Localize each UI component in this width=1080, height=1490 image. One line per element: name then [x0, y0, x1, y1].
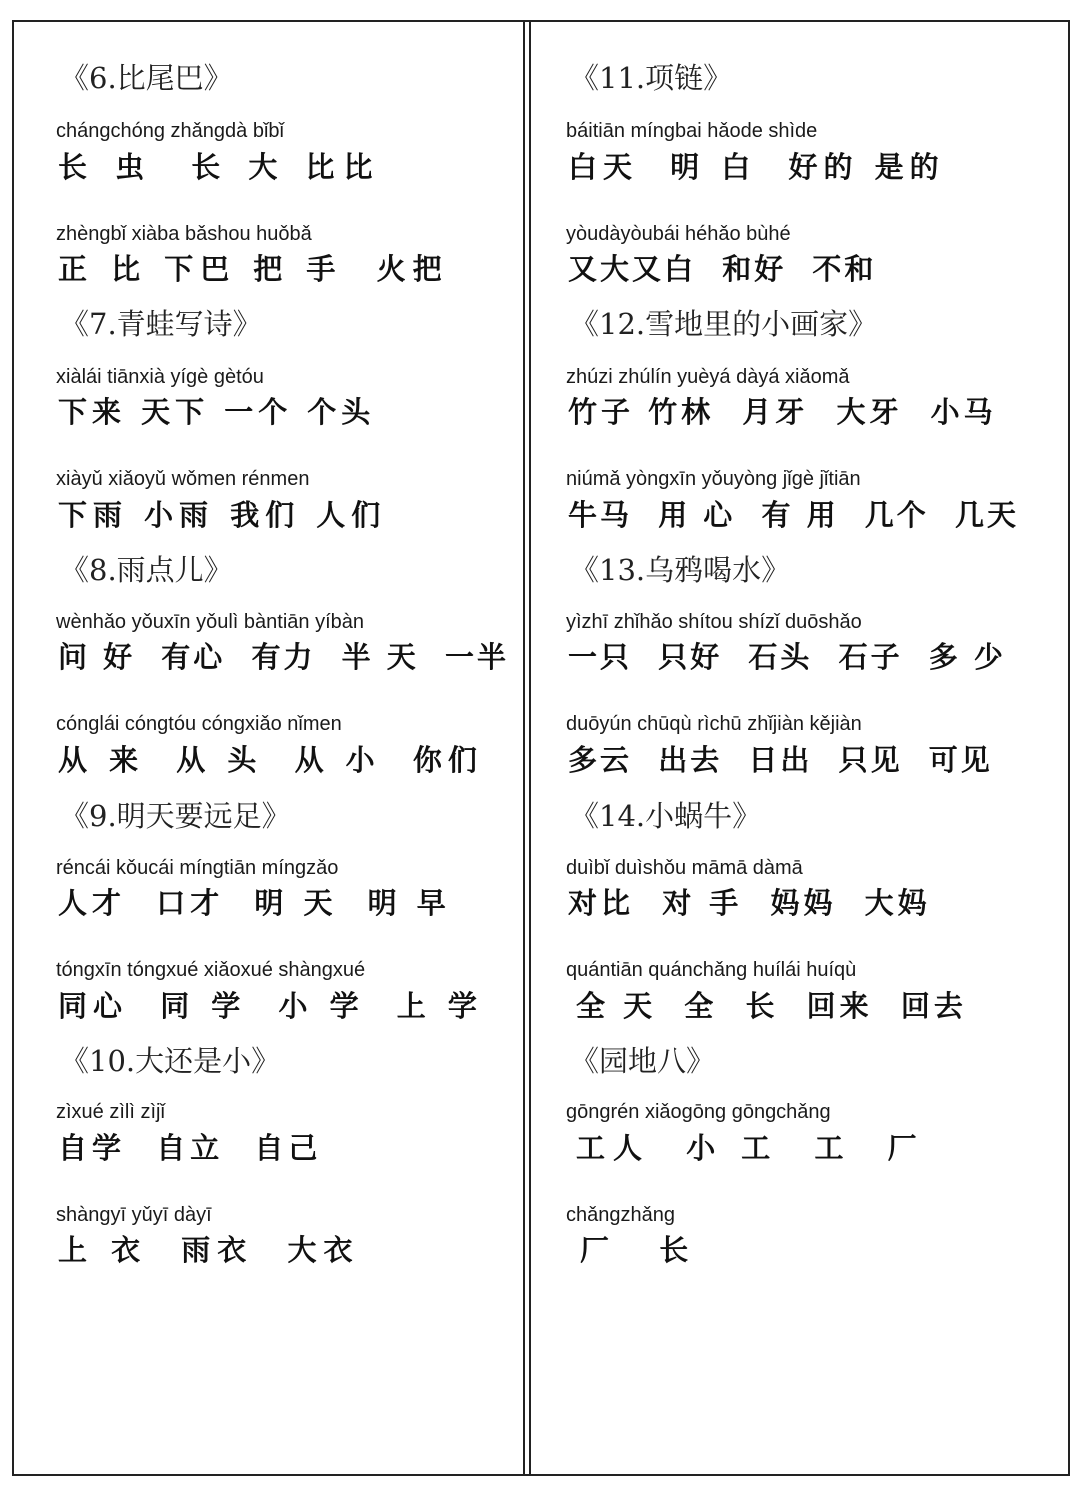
column-divider — [523, 20, 531, 1476]
hanzi-row: 竹子 竹林 月牙 大牙 小马 — [568, 395, 997, 429]
lesson-title: 《6.比尾巴》 — [60, 61, 233, 95]
pinyin-row: chángchóng zhǎngdà bǐbǐ — [56, 120, 284, 142]
hanzi-row: 问 好 有心 有力 半 天 一半 — [58, 640, 509, 674]
lesson-title: 《14.小蜗牛》 — [570, 799, 762, 833]
lesson-title: 《园地八》 — [570, 1044, 716, 1078]
hanzi-row: 一只 只好 石头 石子 多 少 — [568, 640, 1006, 674]
pinyin-row: duìbǐ duìshǒu māmā dàmā — [566, 857, 803, 879]
pinyin-row: xiàlái tiānxià yígè gètóu — [56, 366, 264, 388]
hanzi-row: 厂 长 — [580, 1233, 699, 1267]
hanzi-row: 牛马 用 心 有 用 几个 几天 — [568, 498, 1019, 532]
pinyin-row: xiàyǔ xiǎoyǔ wǒmen rénmen — [56, 468, 310, 490]
pinyin-row: zìxué zìlì zìjǐ — [56, 1101, 165, 1123]
hanzi-row: 下雨 小雨 我们 人们 — [58, 498, 387, 532]
lesson-title: 《8.雨点儿》 — [60, 553, 233, 587]
lesson-title: 《11.项链》 — [570, 61, 733, 95]
lesson-title: 《9.明天要远足》 — [60, 799, 291, 833]
hanzi-row: 从 来 从 头 从 小 你们 — [58, 743, 483, 777]
lesson-title: 《12.雪地里的小画家》 — [570, 307, 878, 341]
pinyin-row: yìzhī zhǐhǎo shítou shízǐ duōshǎo — [566, 611, 862, 633]
pinyin-row: báitiān míngbai hǎode shìde — [566, 120, 818, 142]
pinyin-row: quántiān quánchǎng huílái huíqù — [566, 959, 857, 981]
hanzi-row: 全 天 全 长 回来 回去 — [576, 989, 967, 1023]
pinyin-row: réncái kǒucái míngtiān míngzǎo — [56, 857, 339, 879]
pinyin-row: chǎngzhǎng — [566, 1204, 675, 1226]
lesson-title: 《13.乌鸦喝水》 — [570, 553, 791, 587]
hanzi-row: 人才 口才 明 天 明 早 — [58, 886, 451, 920]
pinyin-row: niúmǎ yòngxīn yǒuyòng jǐgè jǐtiān — [566, 468, 861, 490]
pinyin-row: tóngxīn tóngxué xiǎoxué shàngxué — [56, 959, 366, 981]
hanzi-row: 白天 明 白 好的 是的 — [568, 150, 945, 184]
hanzi-row: 又大又白 和好 不和 — [568, 252, 877, 286]
hanzi-row: 下来 天下 一个 个头 — [58, 395, 376, 429]
hanzi-row: 上 衣 雨衣 大衣 — [58, 1233, 360, 1267]
pinyin-row: cónglái cóngtóu cóngxiǎo nǐmen — [56, 713, 342, 735]
pinyin-row: zhúzi zhúlín yuèyá dàyá xiǎomǎ — [566, 366, 850, 388]
hanzi-row: 自学 自立 自己 — [58, 1131, 323, 1165]
hanzi-row: 对比 对 手 妈妈 大妈 — [568, 886, 931, 920]
hanzi-row: 同心 同 学 小 学 上 学 — [58, 989, 483, 1023]
hanzi-row: 长 虫 长 大 比比 — [58, 150, 382, 184]
lesson-title: 《7.青蛙写诗》 — [60, 307, 262, 341]
pinyin-row: yòudàyòubái héhǎo bùhé — [566, 223, 791, 245]
hanzi-row: 多云 出去 日出 只见 可见 — [568, 743, 993, 777]
pinyin-row: wènhǎo yǒuxīn yǒulì bàntiān yíbàn — [56, 611, 364, 633]
pinyin-row: shàngyī yǔyī dàyī — [56, 1204, 212, 1226]
hanzi-row: 工人 小 工 工 厂 — [576, 1131, 925, 1165]
pinyin-row: gōngrén xiǎogōng gōngchǎng — [566, 1101, 831, 1123]
pinyin-row: zhèngbǐ xiàba bǎshou huǒbǎ — [56, 223, 312, 245]
pinyin-row: duōyún chūqù rìchū zhǐjiàn kějiàn — [566, 713, 862, 735]
hanzi-row: 正 比 下巴 把 手 火把 — [58, 252, 449, 286]
lesson-title: 《10.大还是小》 — [60, 1044, 281, 1078]
